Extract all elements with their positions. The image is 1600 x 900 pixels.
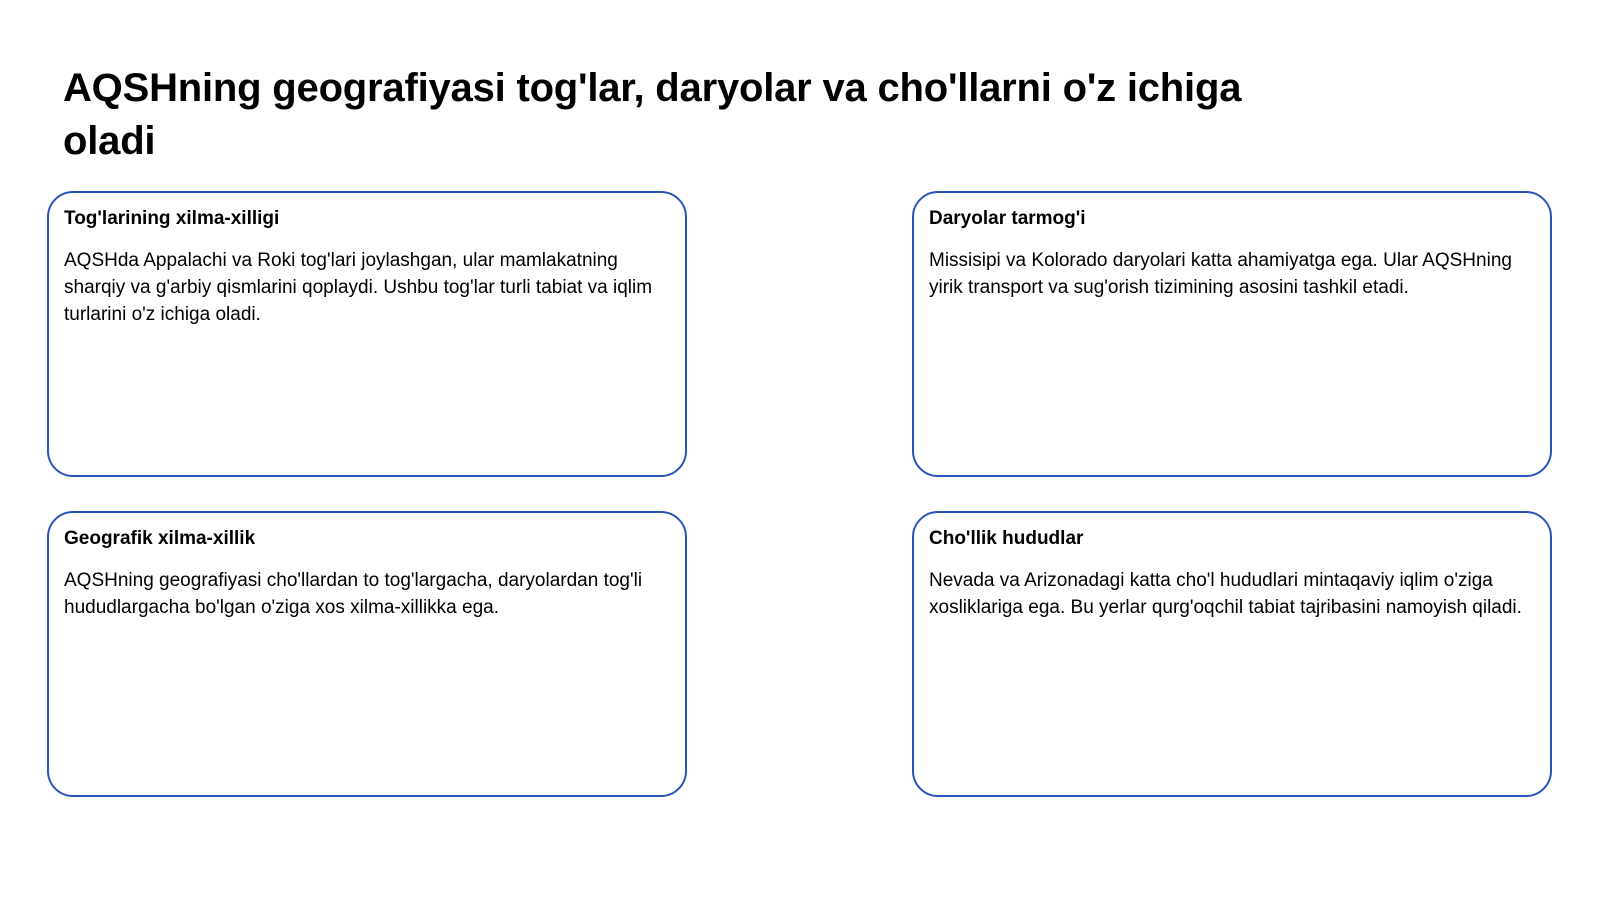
card-heading: Tog'larining xilma-xilligi: [64, 208, 280, 229]
card-body: Nevada va Arizonadagi katta cho'l hududlari mintaqaviy iqlim o'ziga xosliklariga ega. Bu yerlar qurg'oqchil tabiat tajribasini namoyish qiladi.: [929, 570, 1522, 618]
card-diversity: [47, 511, 687, 797]
card-heading: Geografik xilma-xillik: [64, 528, 256, 549]
card-body: Missisipi va Kolorado daryolari katta ahamiyatga ega. Ular AQSHning yirik transport va sug'orish tizimining asosini tashkil etadi.: [929, 250, 1512, 298]
card-heading: Cho'llik hududlar: [929, 528, 1084, 549]
card-body: AQSHda Appalachi va Roki tog'lari joylashgan, ular mamlakatning sharqiy va g'arbiy qismlarini qoplaydi. Ushbu tog'lar turli tabiat va iqlim turlarini o'z ichiga oladi.: [64, 250, 653, 325]
card-heading: Daryolar tarmog'i: [929, 208, 1086, 229]
card-mountains: [47, 191, 687, 477]
card-rivers: [912, 191, 1552, 477]
slide-title: AQSHning geografiyasi tog'lar, daryolar va cho'llarni o'z ichiga oladi: [63, 66, 1242, 163]
card-deserts: [912, 511, 1552, 797]
card-body: AQSHning geografiyasi cho'llardan to tog'largacha, daryolardan tog'li hududlargacha bo'lgan o'ziga xos xilma-xillikka ega.: [64, 570, 643, 618]
